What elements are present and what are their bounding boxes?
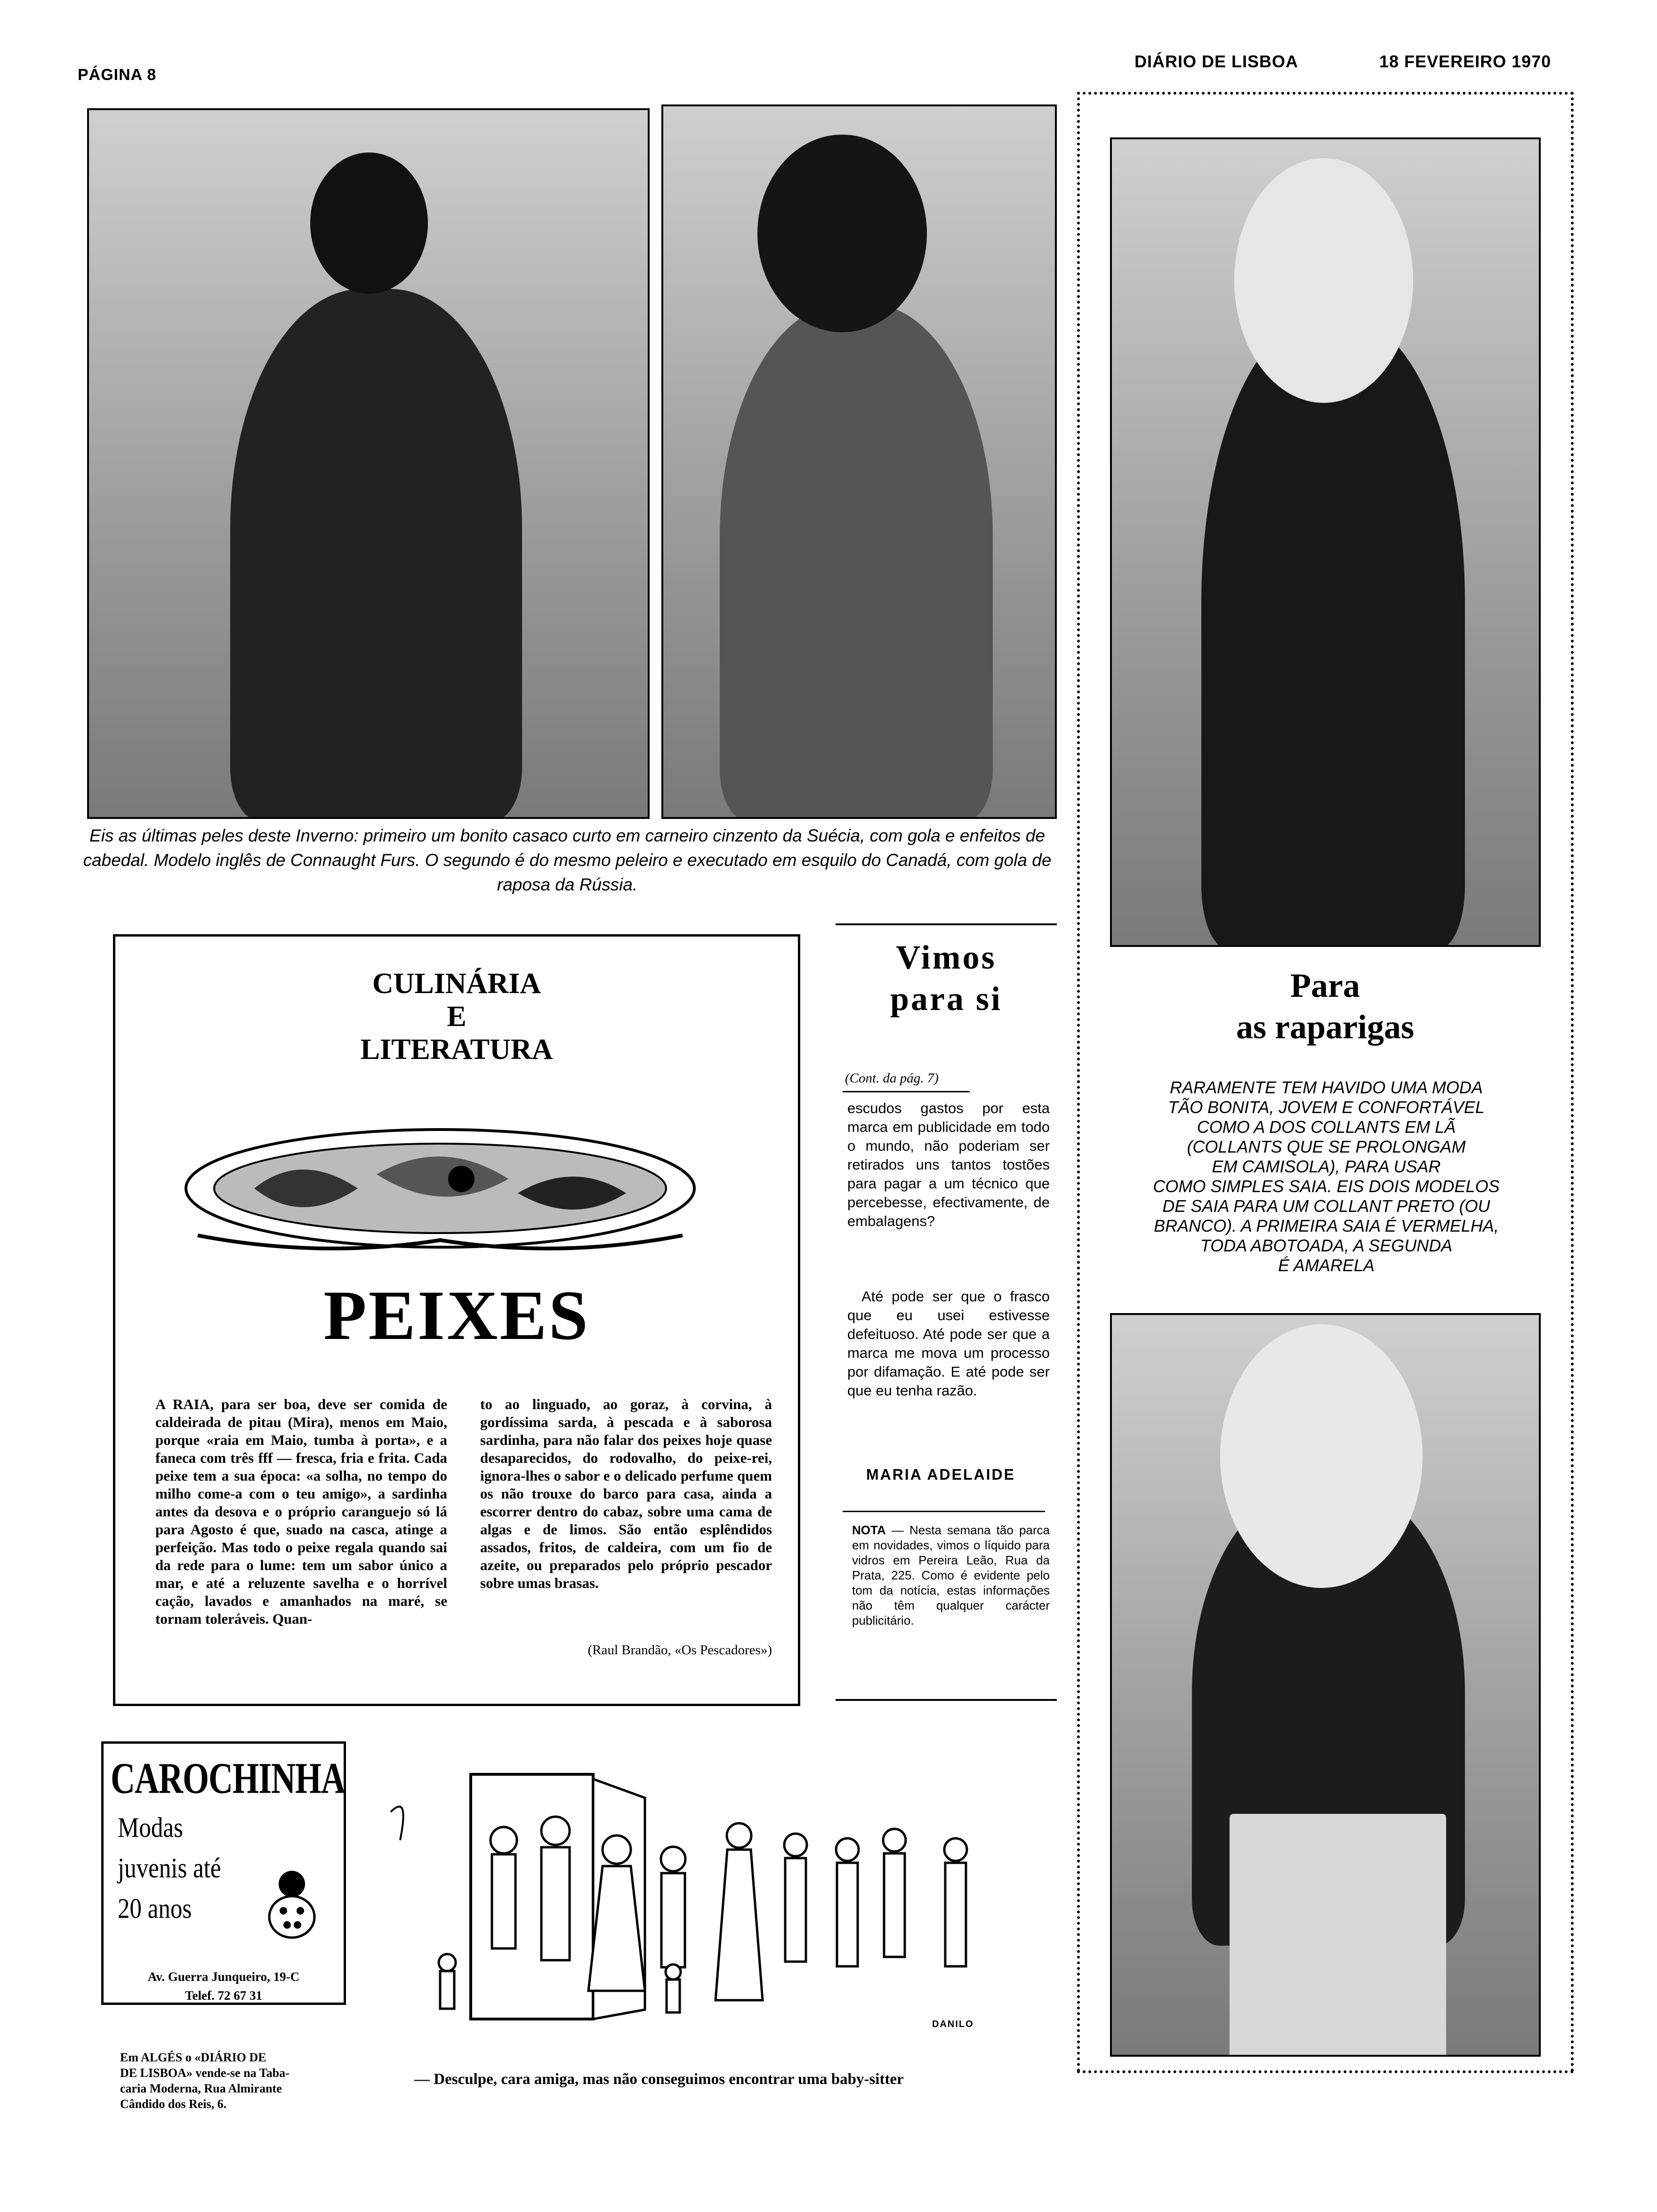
photo-fur-coat-1 — [87, 108, 650, 819]
photo-fur-coat-2 — [661, 104, 1057, 819]
cartoon-signature: DANILO — [932, 2019, 974, 2029]
raparigas-text-line: COMO A DOS COLLANTS EM LÃ — [1197, 1117, 1456, 1137]
vimos-body: escudos gastos por esta marca em publicidade em todo o mundo, não poderiam ser retirados uns tantos tostões para pagar a um técnico que percebesse, efectivamente, de embalagens? — [847, 1100, 1050, 1229]
ladybug-icon — [259, 1866, 325, 1941]
alges-note — [120, 2050, 341, 2112]
photo-collant-2 — [1110, 1313, 1541, 2057]
vimos-short-rule — [843, 1091, 970, 1092]
page-number: PÁGINA 8 — [78, 66, 157, 84]
vimos-body-2: Até pode ser que o frasco que eu usei estivesse defeituoso. Até pode ser que a marca me mova um processo por difamação. E até pode ser que eu tenha razão. — [847, 1288, 1050, 1399]
nota-label: NOTA — [852, 1523, 886, 1537]
raparigas-text-line: COMO SIMPLES SAIA. EIS DOIS MODELOS — [1153, 1177, 1500, 1196]
raparigas-text-line: EM CAMISOLA), PARA USAR — [1212, 1157, 1441, 1176]
nota-text: — Nesta semana tão parca em novidades, vimos o líquido para vidros em Pereira Leão, Rua da Prata, 225. Como é evidente pelo tom da notícia, estas informações não têm qualquer carácter publicitário. — [852, 1523, 1050, 1627]
alges-note-line: Cândido dos Reis, 6. — [120, 2097, 227, 2111]
raparigas-title-line: Para — [1290, 967, 1360, 1004]
vimos-title — [828, 937, 1064, 1019]
vimos-top-rule — [836, 923, 1057, 925]
alges-note-line: Em ALGÉS o «DIÁRIO DE — [120, 2051, 266, 2064]
cartoon-caption: — Desculpe, cara amiga, mas não conseguimos encontrar uma baby-sitter — [414, 2071, 904, 2088]
carochinha-lines — [118, 1807, 221, 1929]
carochinha-address: Av. Guerra Junqueiro, 19-C — [147, 1970, 300, 1984]
photo-collant-1 — [1110, 137, 1541, 947]
newspaper-name: DIÁRIO DE LISBOA — [1134, 52, 1299, 71]
nota-rule — [843, 1511, 1045, 1512]
raparigas-text-line: BRANCO). A PRIMEIRA SAIA É VERMELHA, — [1154, 1216, 1499, 1235]
carochinha-phone: Telef. 72 67 31 — [185, 1988, 262, 2003]
carochinha-line: Modas — [118, 1812, 183, 1843]
cartoon-illustration — [381, 1755, 1054, 2038]
culinaria-heading-line: CULINÁRIA — [372, 968, 541, 1000]
raparigas-text-line: TODA ABOTOADA, A SEGUNDA — [1200, 1236, 1453, 1255]
raparigas-text-line: (COLLANTS QUE SE PROLONGAM — [1187, 1137, 1466, 1156]
raparigas-text-line: RARAMENTE TEM HAVIDO UMA MODA — [1170, 1078, 1483, 1097]
culinaria-heading-line: LITERATURA — [360, 1034, 553, 1066]
fur-caption: Eis as últimas peles deste Inverno: primeiro um bonito casaco curto em carneiro cinzento da Suécia, com gola e enfeitos de cabedal. Modelo inglês de Connaught Furs. O segundo é do mesmo peleiro e executado em esquilo do Canadá, com gola de raposa da Rússia. — [83, 826, 1052, 894]
culinaria-heading-line: E — [447, 1001, 467, 1033]
carochinha-line: juvenis até — [118, 1852, 221, 1883]
alges-note-line: DE LISBOA» vende-se na Taba- — [120, 2066, 290, 2080]
vimos-title-line: para si — [890, 980, 1003, 1018]
vimos-author: MARIA ADELAIDE — [866, 1466, 1015, 1483]
peixes-column-2: to ao linguado, ao goraz, à corvina, à gordíssima sarda, à pescada e à saborosa sardinha, para não falar dos peixes hoje quase desaparecidos, do rodovalho, do peixe-rei, ignora-lhes o sabor e o delicado perfume quem os não trouxe do barco para casa, ainda a escorrer dentro do cabaz, sobre uma cama de algas e de limos. São então esplêndidos assados, fritos, de caldeira, com um fio de azeite, ou preparados pelo próprio pescador sobre umas brasas. — [480, 1396, 772, 1591]
fish-illustration — [179, 1118, 701, 1264]
vimos-title-line: Vimos — [896, 938, 997, 976]
raparigas-text-line: TÃO BONITA, JOVEM E CONFORTÁVEL — [1168, 1098, 1485, 1117]
vimos-nota — [852, 1523, 1050, 1628]
carochinha-brand: CAROCHINHA — [111, 1754, 346, 1803]
raparigas-text-line: É AMARELA — [1278, 1256, 1375, 1275]
culinaria-heading — [113, 967, 800, 1066]
ladybug-drawing — [259, 1866, 325, 1941]
issue-date: 18 FEVEREIRO 1970 — [1379, 52, 1552, 71]
peixes-attribution: (Raul Brandão, «Os Pescadores») — [587, 1643, 772, 1658]
alges-note-line: caria Moderna, Rua Almirante — [120, 2082, 282, 2095]
cartoon-drawing — [381, 1755, 1054, 2038]
carochinha-line: 20 anos — [118, 1893, 192, 1924]
fish-drawing — [179, 1118, 701, 1264]
raparigas-text — [1094, 1078, 1558, 1275]
vimos-continuation: (Cont. da pág. 7) — [845, 1071, 939, 1086]
peixes-title: PEIXES — [323, 1276, 590, 1354]
vimos-bottom-rule — [836, 1699, 1057, 1701]
raparigas-title-line: as raparigas — [1236, 1008, 1414, 1046]
raparigas-text-line: DE SAIA PARA UM COLLANT PRETO (OU — [1162, 1196, 1490, 1216]
peixes-column-1: A RAIA, para ser boa, deve ser comida de caldeirada de pitau (Mira), menos em Maio, porque «raia em Maio, tumba à porta», e a faneca com três fff — fresca, fria e frita. Cada peixe tem a sua época: «a solha, no tempo do milho come-a com o teu amigo», a sardinha antes da desova e o próprio caranguejo só lá para Agosto é que, suado na casca, atinge a perfeição. Mas todo o peixe regala quando sai da rede para o lume: tem um sabor único a mar, e até a reluzente savelha e o horrível cação, lavados e amanhados na maré, se tornam toleráveis. Quan- — [155, 1396, 447, 1627]
raparigas-title — [1102, 965, 1549, 1048]
